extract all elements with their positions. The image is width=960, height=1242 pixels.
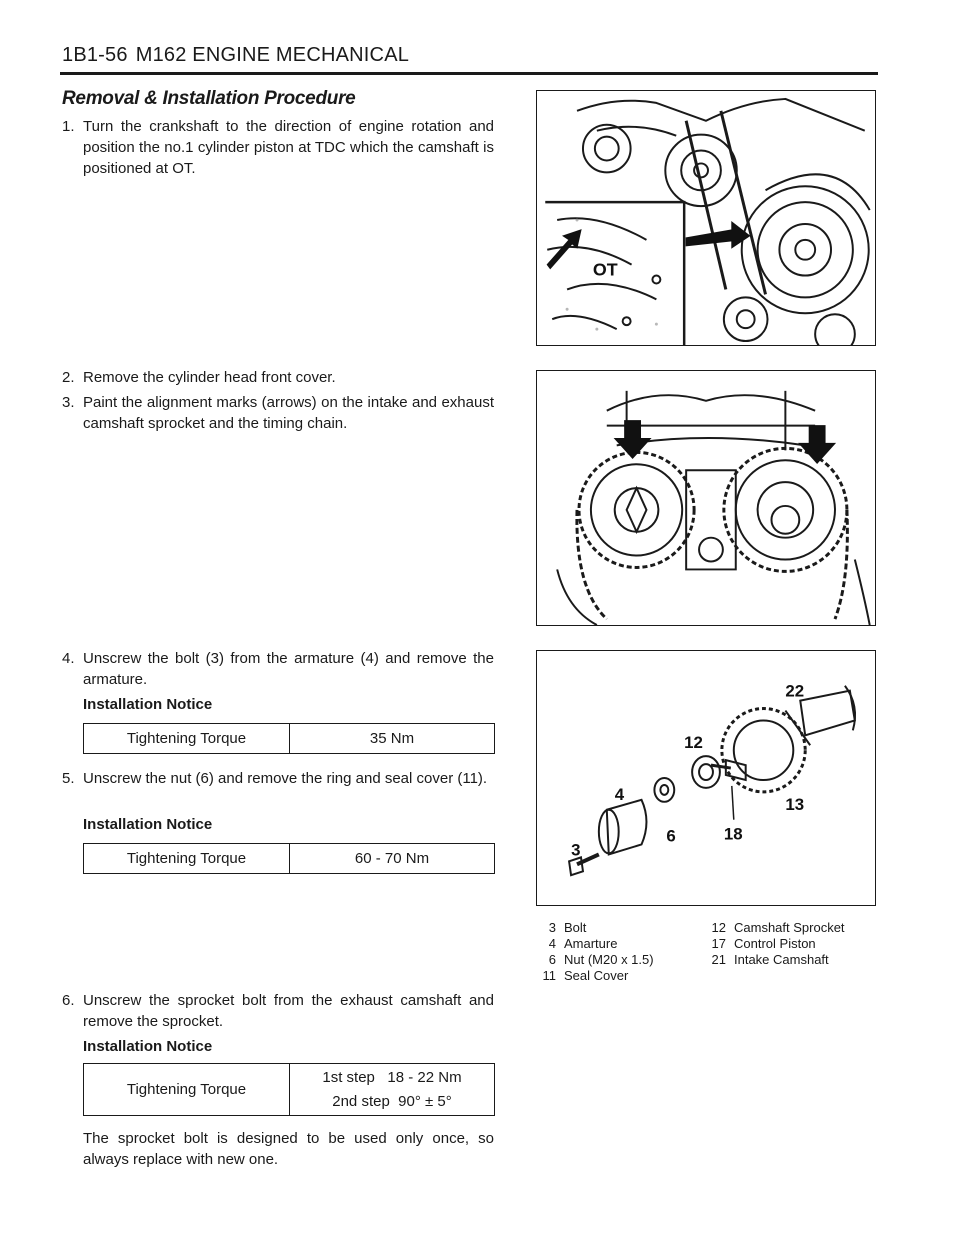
callout-22: 22 <box>785 681 805 701</box>
callout-12: 12 <box>684 733 703 753</box>
callout-4: 4 <box>614 784 625 804</box>
legend-item: 17 Control Piston <box>711 936 816 951</box>
torque-value: 60 - 70 Nm <box>290 844 495 874</box>
step-5 <box>62 768 494 789</box>
figure-exploded-camshaft <box>536 650 876 906</box>
header-rule <box>60 72 878 75</box>
step-4 <box>62 648 494 690</box>
torque-value: 35 Nm <box>290 724 495 754</box>
installation-notice-label: Installation Notice <box>83 1038 213 1055</box>
section-title: Removal & Installation Procedure <box>62 88 356 109</box>
torque-table-1 <box>83 723 495 754</box>
step-text: Remove the cylinder head front cover. <box>83 369 336 386</box>
installation-notice-label: Installation Notice <box>83 816 213 833</box>
legend-item: 12 Camshaft Sprocket <box>711 920 845 935</box>
chapter-title: M162 ENGINE MECHANICAL <box>135 44 410 66</box>
exploded-parts-illustration <box>537 651 875 905</box>
step-text: Paint the alignment marks (arrows) on the intake and exhaust camshaft sprocket and the timing chain. <box>83 394 494 432</box>
step-number: 2. <box>62 369 75 386</box>
torque-step-2: 2nd step 90° ± 5° <box>332 1092 452 1110</box>
legend-item: 6 Nut (M20 x 1.5) <box>548 952 654 967</box>
installation-notice-label: Installation Notice <box>83 696 213 713</box>
ot-mark-label: OT <box>592 259 618 280</box>
step-number: 5. <box>62 770 75 787</box>
torque-step-1: 1st step 18 - 22 Nm <box>322 1068 462 1086</box>
torque-table-2 <box>83 843 495 874</box>
legend-item: 3 Bolt <box>548 920 587 935</box>
step-2 <box>62 367 494 388</box>
step-6 <box>62 990 494 1032</box>
step-number: 1. <box>62 118 75 135</box>
legend-right-column <box>706 920 845 968</box>
crankshaft-illustration <box>537 91 875 345</box>
legend-item: 4 Amarture <box>548 936 618 951</box>
callout-6: 6 <box>666 826 676 846</box>
step-number: 6. <box>62 992 75 1009</box>
torque-table-3 <box>83 1063 495 1116</box>
step-number: 3. <box>62 394 75 411</box>
page-code: 1B1-56 <box>62 44 128 66</box>
legend-item: 11 Seal Cover <box>542 968 629 983</box>
legend-left-column <box>536 920 654 984</box>
step-3 <box>62 392 494 434</box>
figure-camshaft-sprockets <box>536 370 876 626</box>
torque-label: Tightening Torque <box>84 1064 290 1116</box>
torque-label: Tightening Torque <box>84 724 290 754</box>
legend-item: 21 Intake Camshaft <box>711 952 829 967</box>
step-text: Unscrew the nut (6) and remove the ring and seal cover (11). <box>83 770 488 787</box>
figure-crankshaft-tdc <box>536 90 876 346</box>
page-header <box>62 44 409 67</box>
callout-18: 18 <box>723 824 743 844</box>
step-number: 4. <box>62 650 75 667</box>
torque-label: Tightening Torque <box>84 844 290 874</box>
step-1 <box>62 116 494 179</box>
step-text: Unscrew the sprocket bolt from the exhaust camshaft and remove the sprocket. <box>83 992 494 1030</box>
torque-value-steps <box>290 1064 495 1116</box>
callout-13: 13 <box>785 794 805 814</box>
replacement-note: The sprocket bolt is designed to be used only once, so always replace with new one. <box>83 1130 494 1168</box>
step-text: Unscrew the bolt (3) from the armature (4) and remove the armature. <box>83 650 494 688</box>
sprocket-illustration <box>537 371 875 625</box>
callout-3: 3 <box>571 840 581 860</box>
step-text: Turn the crankshaft to the direction of engine rotation and position the no.1 cylinder piston at TDC which the camshaft is positioned at OT. <box>83 118 494 177</box>
